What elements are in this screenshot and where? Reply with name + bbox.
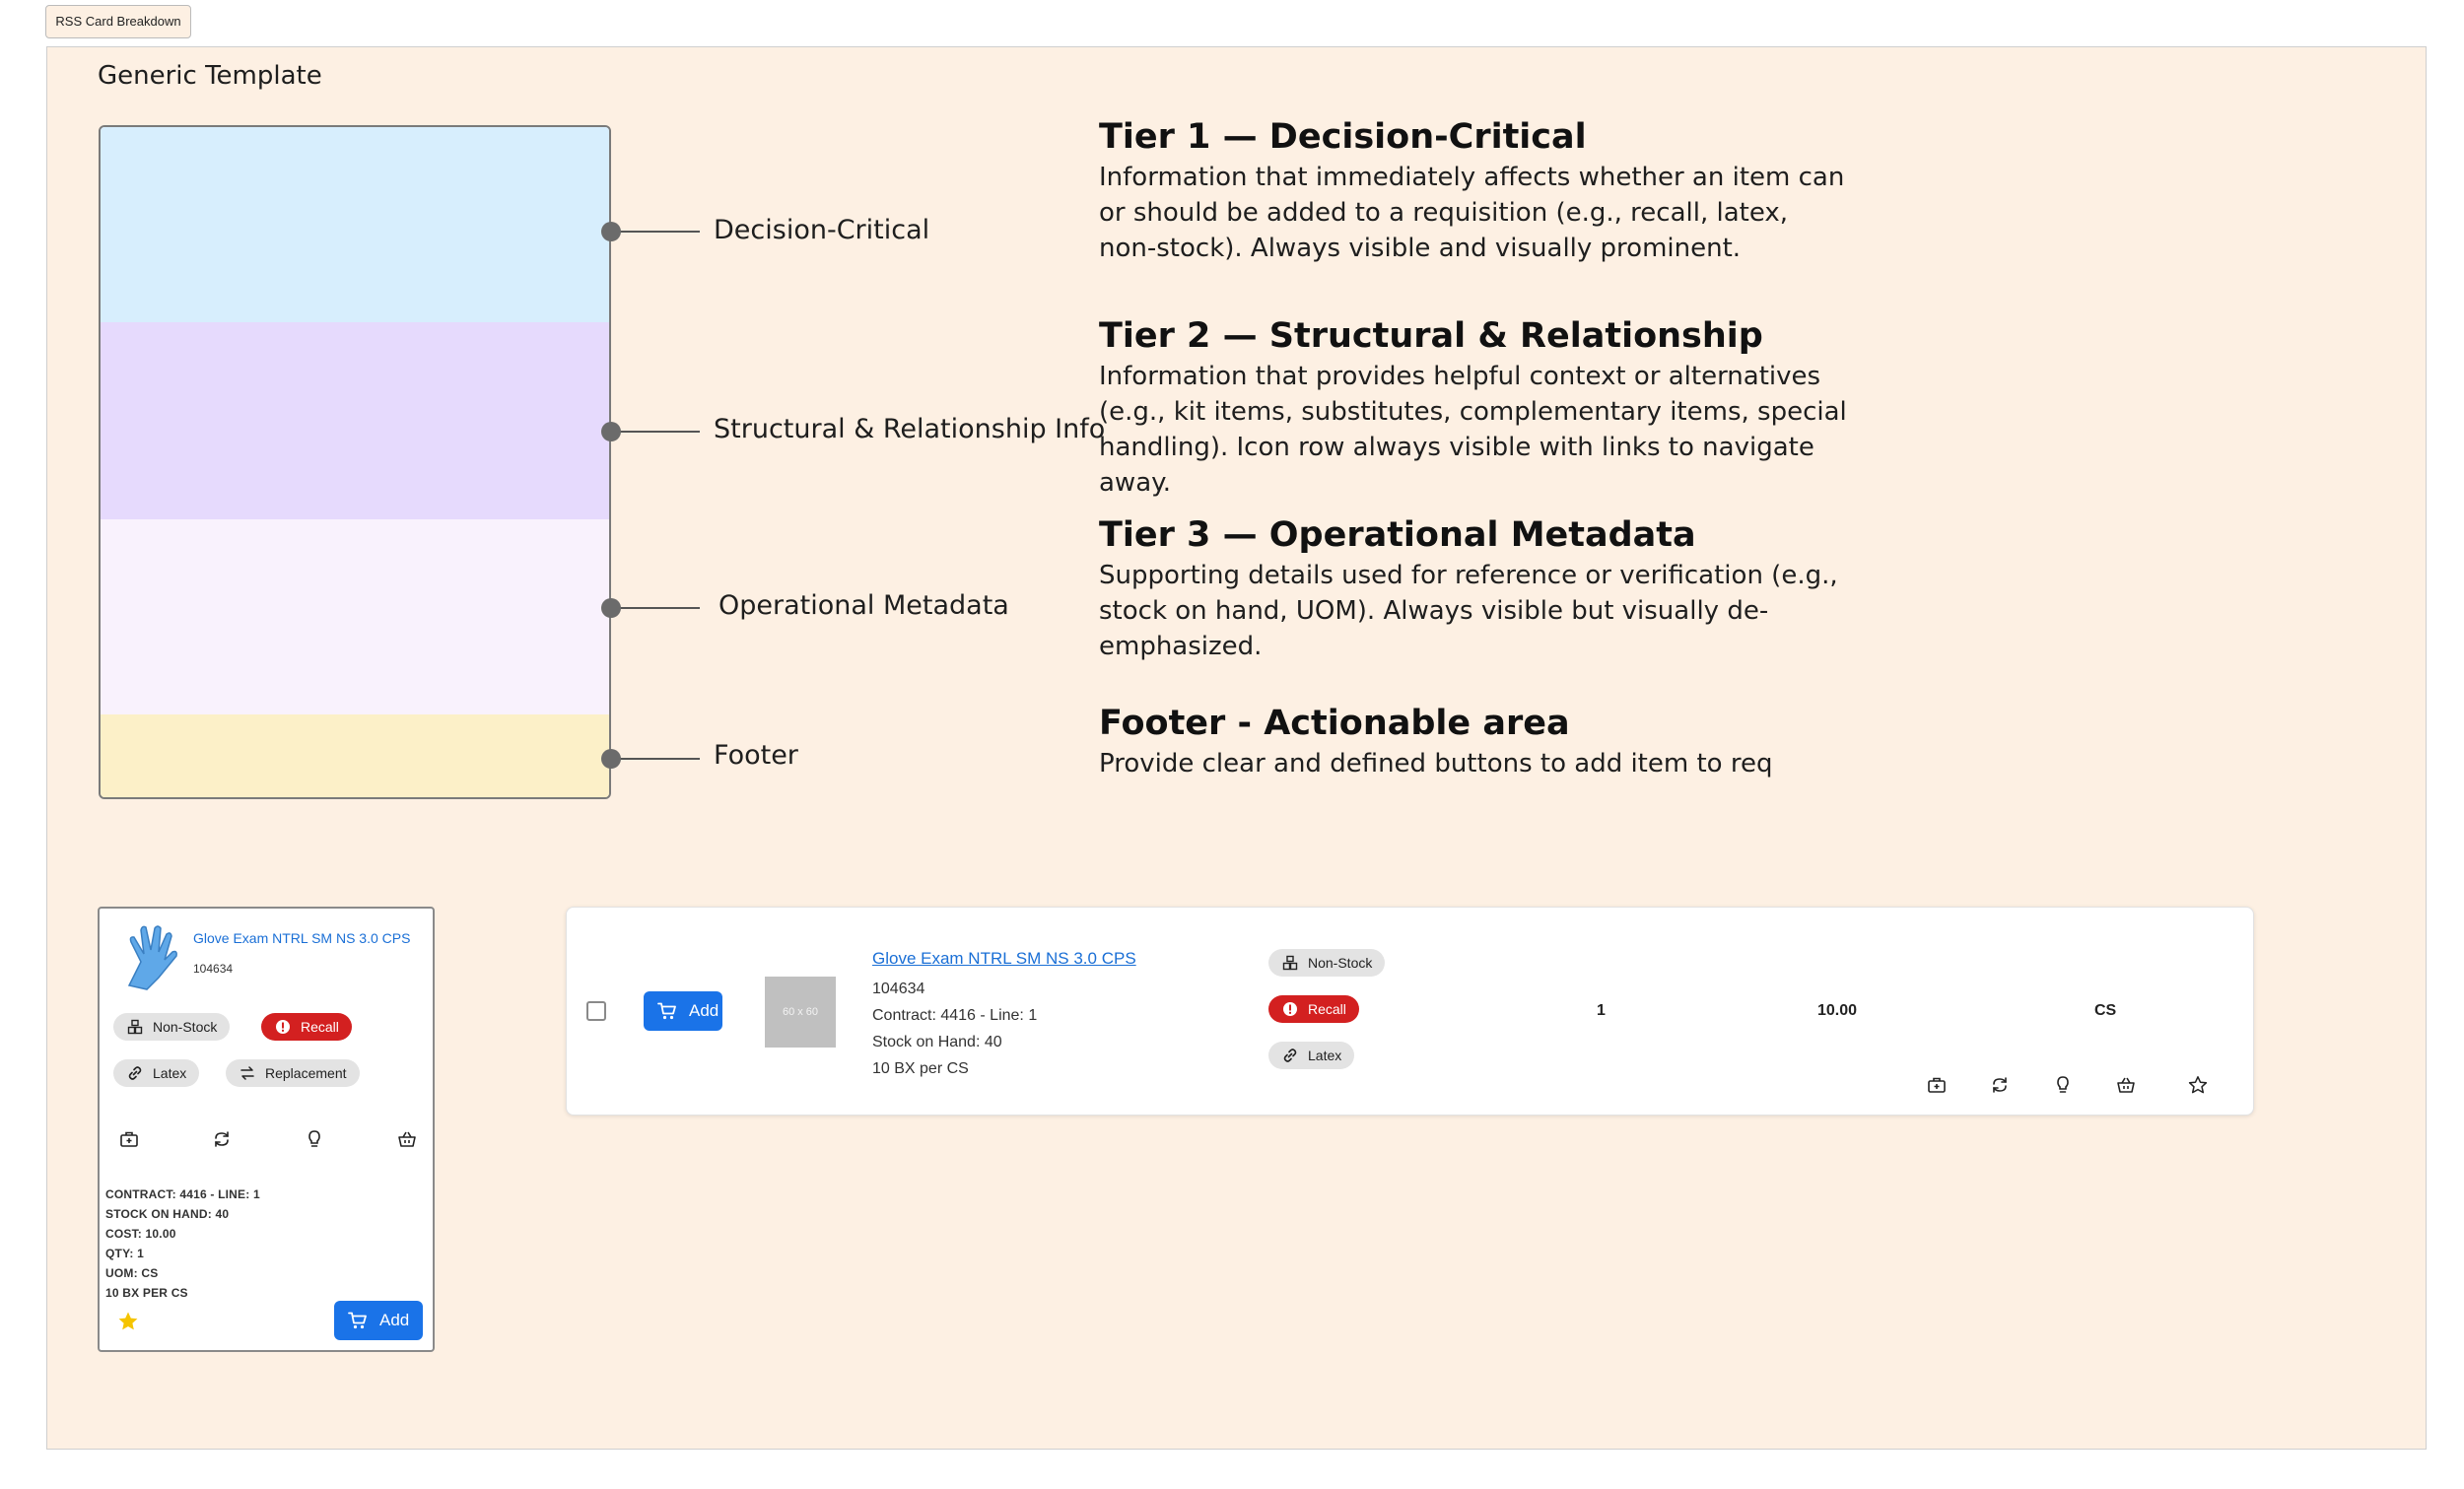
- row-latex-chip: [1268, 1042, 1354, 1069]
- alert-icon: [1282, 1001, 1298, 1017]
- row-item-title[interactable]: Glove Exam NTRL SM NS 3.0 CPS: [872, 949, 1136, 968]
- row-recall-chip: [1268, 995, 1359, 1023]
- row-qty: 1: [1597, 1002, 1606, 1019]
- cart-icon: [348, 1312, 368, 1329]
- row-recall-label: Recall: [1308, 1001, 1346, 1017]
- row-contract: Contract: 4416 - Line: 1: [872, 1007, 1038, 1024]
- card-meta-uom: UOM: CS: [105, 1266, 159, 1280]
- row-pack: 10 BX per CS: [872, 1060, 969, 1077]
- basket-icon[interactable]: [2116, 1075, 2136, 1095]
- replacement-label: Replacement: [265, 1065, 347, 1081]
- tier2-heading: Tier 2 — Structural & Relationship: [1099, 316, 1763, 356]
- card-meta-qty: QTY: 1: [105, 1247, 144, 1260]
- kit-icon[interactable]: [1927, 1075, 1947, 1095]
- complementary-icon[interactable]: [305, 1129, 324, 1149]
- callout-operational: Operational Metadata: [719, 590, 1009, 621]
- callout-structural: Structural & Relationship Info: [714, 414, 1106, 444]
- substitute-icon[interactable]: [1990, 1075, 2010, 1095]
- non-stock-icon: [127, 1019, 143, 1035]
- connector-dot: [601, 422, 621, 441]
- replacement-chip: [226, 1059, 360, 1087]
- tier2-band: [101, 322, 609, 519]
- cart-icon: [657, 1002, 677, 1020]
- item-card: [98, 907, 435, 1352]
- link-icon: [127, 1065, 143, 1081]
- card-meta-cost: COST: 10.00: [105, 1227, 176, 1241]
- tier2-description: Information that provides helpful context or alternatives (e.g., kit items, substitutes, complementary items, special handling). Icon row always visible with links to navigate away.: [1099, 362, 1847, 498]
- swap-icon: [240, 1065, 255, 1081]
- non-stock-label: Non-Stock: [153, 1019, 218, 1035]
- tier3-band: [101, 519, 609, 714]
- connector-line: [611, 607, 700, 609]
- recall-chip: [261, 1013, 352, 1041]
- item-row: [566, 907, 2254, 1116]
- callout-footer: Footer: [714, 740, 798, 771]
- complementary-icon[interactable]: [2053, 1075, 2073, 1095]
- kit-icon[interactable]: [119, 1129, 139, 1149]
- footer-description: Provide clear and defined buttons to add item to req: [1099, 749, 1773, 778]
- connector-line: [611, 231, 700, 233]
- tier3-heading: Tier 3 — Operational Metadata: [1099, 515, 1696, 555]
- row-add-button[interactable]: [644, 991, 722, 1031]
- card-meta-stock: STOCK ON HAND: 40: [105, 1207, 230, 1221]
- star-icon[interactable]: [2188, 1075, 2208, 1095]
- row-latex-label: Latex: [1308, 1048, 1342, 1063]
- row-thumbnail-placeholder: 60 x 60: [765, 977, 836, 1048]
- card-add-label: Add: [379, 1311, 410, 1329]
- connector-line: [611, 431, 700, 433]
- connector-dot: [601, 222, 621, 241]
- latex-label: Latex: [153, 1065, 187, 1081]
- basket-icon[interactable]: [397, 1129, 417, 1149]
- callout-decision-critical: Decision-Critical: [714, 215, 930, 245]
- connector-dot: [601, 749, 621, 769]
- substitute-icon[interactable]: [212, 1129, 232, 1149]
- recall-label: Recall: [301, 1019, 339, 1035]
- non-stock-icon: [1282, 955, 1298, 971]
- row-uom: CS: [2094, 1002, 2117, 1019]
- row-non-stock-label: Non-Stock: [1308, 955, 1373, 971]
- tier1-band: [101, 127, 609, 322]
- footer-band: [101, 714, 609, 799]
- tier1-heading: Tier 1 — Decision-Critical: [1099, 117, 1587, 157]
- row-item-id: 104634: [872, 981, 925, 997]
- row-stock: Stock on Hand: 40: [872, 1034, 1002, 1050]
- favorite-star-icon[interactable]: [117, 1311, 139, 1332]
- row-select-checkbox[interactable]: [586, 1001, 606, 1021]
- connector-line: [611, 758, 700, 760]
- template-diagram: [99, 125, 611, 799]
- frame-title: Generic Template: [98, 61, 322, 91]
- row-add-label: Add: [689, 1001, 719, 1020]
- footer-heading: Footer - Actionable area: [1099, 704, 1570, 743]
- card-item-id: 104634: [193, 962, 234, 976]
- card-item-title[interactable]: Glove Exam NTRL SM NS 3.0 CPS: [193, 930, 411, 946]
- glove-image: [111, 922, 182, 993]
- card-meta-contract: CONTRACT: 4416 - LINE: 1: [105, 1187, 260, 1201]
- connector-dot: [601, 598, 621, 618]
- alert-icon: [275, 1019, 291, 1035]
- non-stock-chip: [113, 1013, 230, 1041]
- card-meta-pack: 10 BX PER CS: [105, 1286, 188, 1300]
- link-icon: [1282, 1048, 1298, 1063]
- row-non-stock-chip: [1268, 949, 1385, 977]
- card-add-button[interactable]: [334, 1301, 423, 1340]
- tier1-description: Information that immediately affects whether an item can or should be added to a requisition (e.g., recall, latex, non-stock). Always visible and visually prominent.: [1099, 163, 1845, 263]
- row-cost: 10.00: [1817, 1002, 1858, 1019]
- frame-tab[interactable]: RSS Card Breakdown: [45, 5, 191, 38]
- latex-chip: [113, 1059, 199, 1087]
- tier3-description: Supporting details used for reference or verification (e.g., stock on hand, UOM). Always visible but visually de-emphasized.: [1099, 561, 1838, 661]
